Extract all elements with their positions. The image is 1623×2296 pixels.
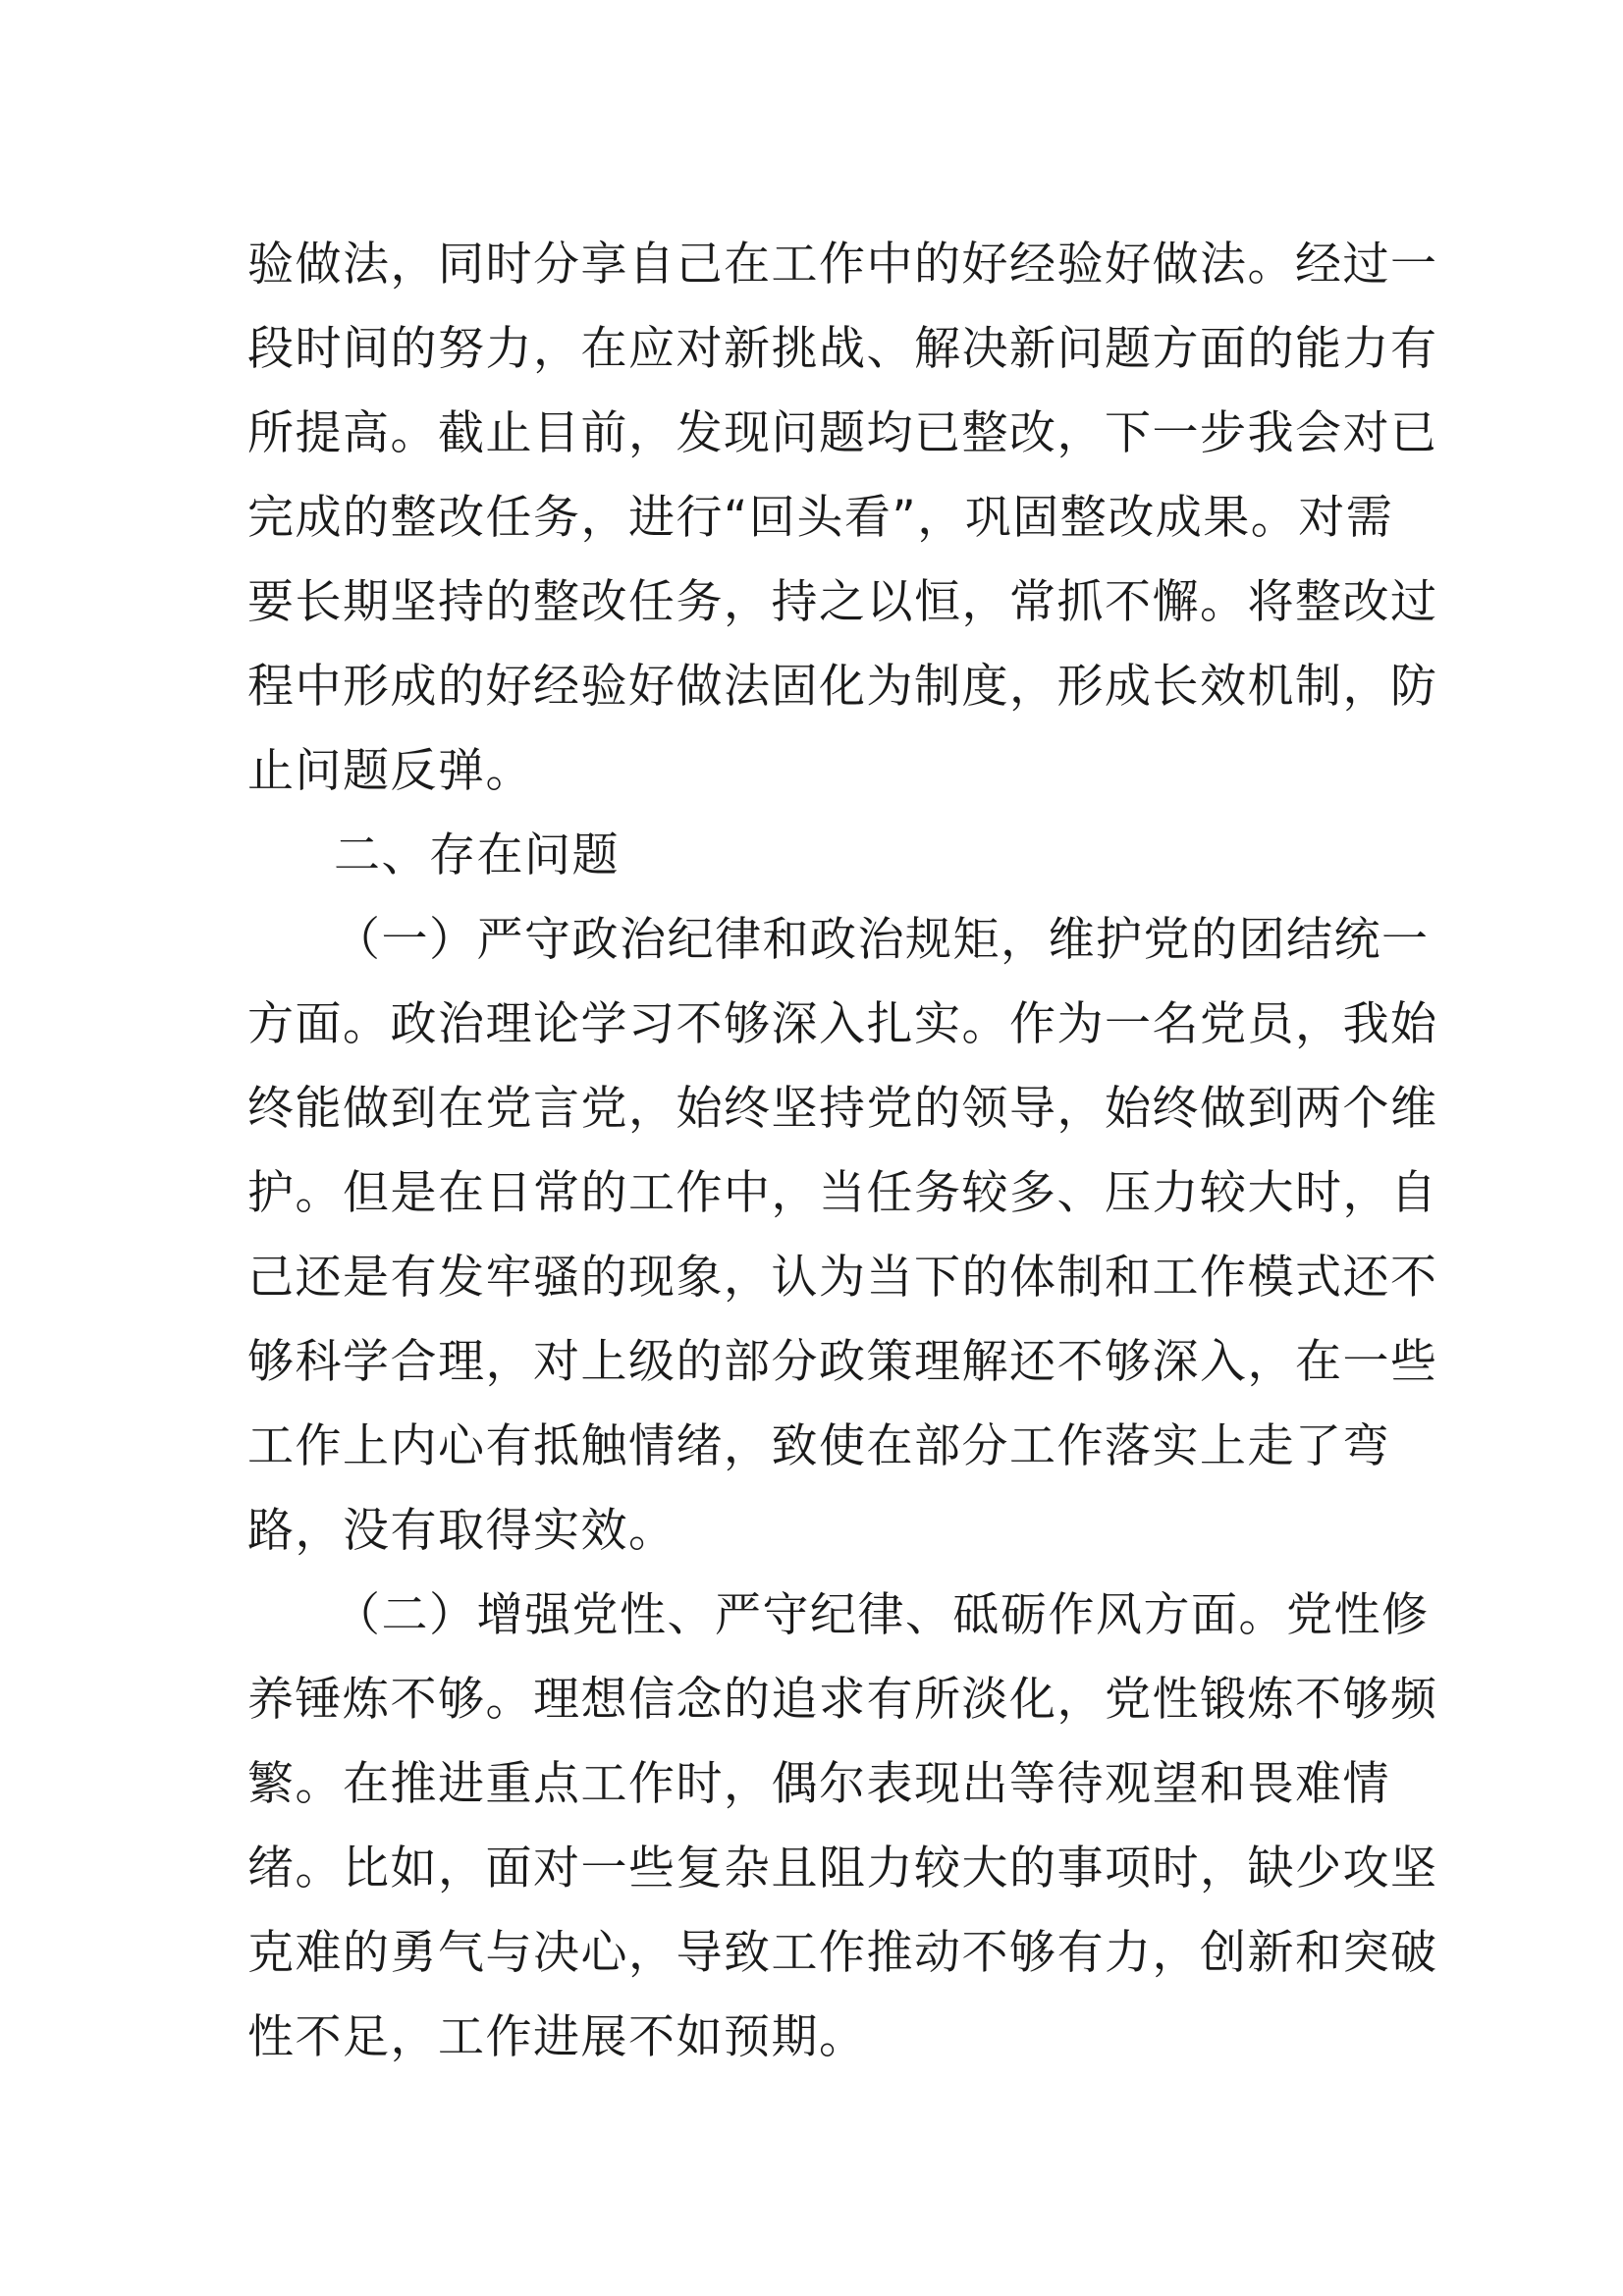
paragraph-line: 克难的勇气与决心，导致工作推动不够有力，创新和突破 <box>247 1926 1438 1980</box>
paragraph-line: 终能做到在党言党，始终坚持党的领导，始终做到两个维 <box>247 1082 1438 1136</box>
paragraph-line: 繁。在推进重点工作时，偶尔表现出等待观望和畏难情 <box>247 1757 1390 1811</box>
paragraph-line: 验做法，同时分享自己在工作中的好经验好做法。经过一 <box>247 238 1438 292</box>
section-heading: 二、存在问题 <box>334 828 620 882</box>
paragraph-line: 绪。比如，面对一些复杂且阻力较大的事项时，缺少攻坚 <box>247 1842 1438 1896</box>
paragraph-line: 路，没有取得实效。 <box>247 1504 676 1558</box>
paragraph-line: 所提高。截止目前，发现问题均已整改，下一步我会对已 <box>247 406 1438 460</box>
paragraph-line: 己还是有发牢骚的现象，认为当下的体制和工作模式还不 <box>247 1251 1438 1305</box>
paragraph-line: 方面。政治理论学习不够深入扎实。作为一名党员，我始 <box>247 997 1438 1051</box>
paragraph-line: 工作上内心有抵触情绪，致使在部分工作落实上走了弯 <box>247 1419 1390 1473</box>
paragraph-line: 够科学合理，对上级的部分政策理解还不够深入，在一些 <box>247 1335 1438 1389</box>
paragraph-line: 要长期坚持的整改任务，持之以恒，常抓不懈。将整改过 <box>247 575 1438 629</box>
paragraph-line: 段时间的努力，在应对新挑战、解决新问题方面的能力有 <box>247 322 1438 376</box>
paragraph-line: 护。但是在日常的工作中，当任务较多、压力较大时，自 <box>247 1166 1438 1220</box>
paragraph-line: 程中形成的好经验好做法固化为制度，形成长效机制，防 <box>247 660 1438 714</box>
paragraph-line: 完成的整改任务，进行“回头看”，巩固整改成果。对需 <box>247 491 1394 545</box>
paragraph-line: 养锤炼不够。理想信念的追求有所淡化，党性锻炼不够频 <box>247 1673 1438 1727</box>
paragraph-line: （二）增强党性、严守纪律、砥砺作风方面。党性修 <box>334 1588 1430 1642</box>
paragraph-line: 止问题反弹。 <box>247 744 533 798</box>
paragraph-line: 性不足，工作进展不如预期。 <box>247 2010 867 2064</box>
paragraph-line: （一）严守政治纪律和政治规矩，维护党的团结统一 <box>334 913 1430 967</box>
